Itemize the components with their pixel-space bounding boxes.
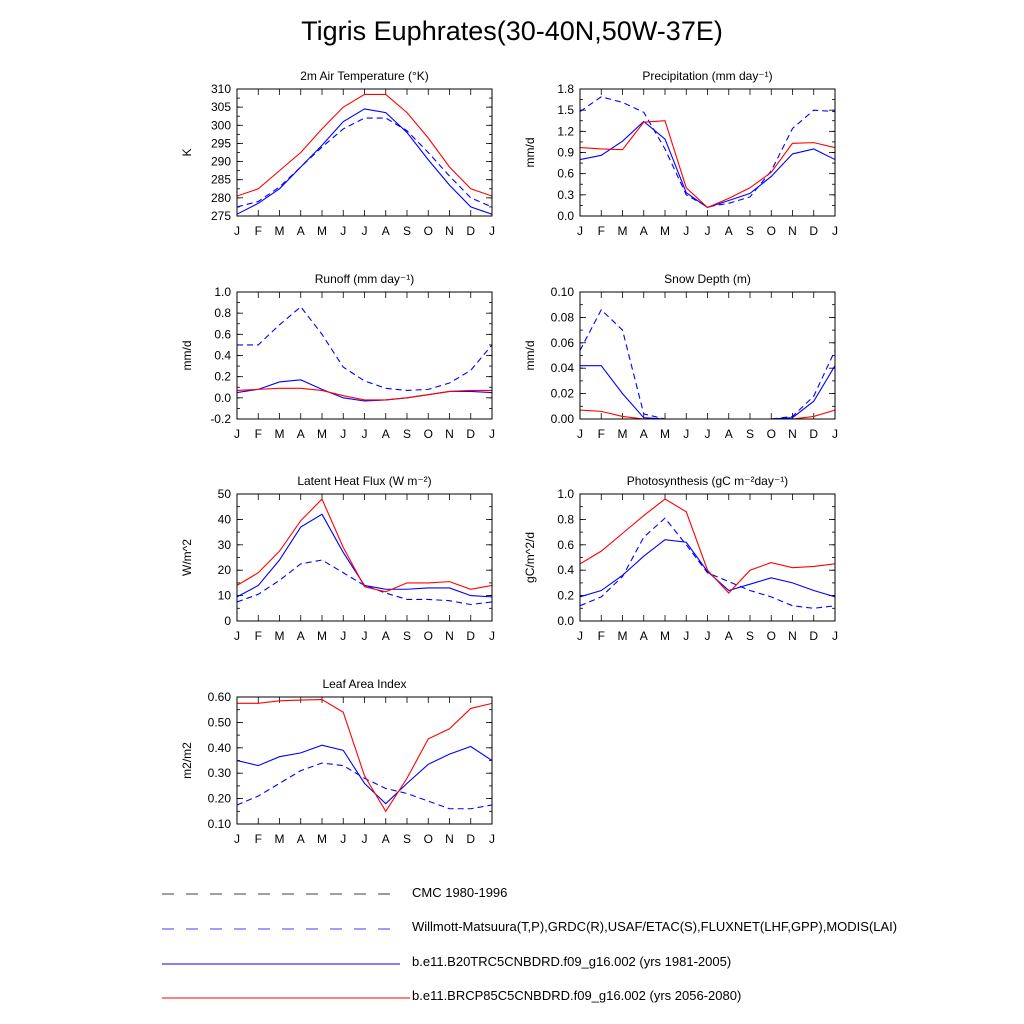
x-tick-label: S [745, 427, 755, 441]
y-tick-label: 0.10 [207, 817, 231, 831]
y-tick-label: 295 [210, 136, 231, 151]
x-tick-label: J [489, 629, 495, 643]
series-line-b20 [580, 366, 835, 419]
y-tick-label: 50 [217, 487, 231, 501]
y-tick-label: 290 [210, 154, 231, 169]
y-axis-label: W/m^2 [180, 539, 194, 576]
y-tick-label: 0.4 [557, 563, 574, 578]
x-tick-label: J [683, 427, 690, 441]
x-tick-label: M [317, 832, 327, 846]
chart-panel-6 [523, 474, 838, 643]
x-tick-label: J [340, 629, 347, 643]
y-tick-label: 10 [217, 588, 231, 603]
x-tick-label: O [423, 224, 433, 238]
chart-title: Snow Depth (m) [664, 272, 751, 286]
y-tick-label: 0.6 [214, 327, 231, 342]
x-tick-label: O [766, 629, 776, 643]
y-tick-label: 300 [210, 118, 231, 133]
y-tick-label: 0.08 [550, 310, 574, 325]
series-line-b20 [580, 121, 835, 207]
series-line-rcp [237, 499, 492, 592]
y-tick-label: 0.20 [207, 791, 231, 806]
x-tick-label: J [489, 832, 495, 846]
x-tick-label: M [617, 629, 628, 643]
chart-title: Precipitation (mm day⁻¹) [642, 69, 773, 83]
y-tick-label: 0.9 [557, 145, 574, 160]
y-tick-label: 20 [217, 563, 231, 578]
x-tick-label: A [724, 629, 733, 643]
chart-title: Latent Heat Flux (W m⁻²) [297, 474, 432, 488]
x-tick-label: M [660, 629, 670, 643]
x-tick-label: S [402, 224, 412, 238]
x-tick-label: S [402, 629, 412, 643]
plot-frame [237, 494, 492, 621]
series-line-obs [237, 560, 492, 604]
x-tick-label: J [361, 629, 368, 643]
x-tick-label: O [423, 832, 433, 846]
x-tick-label: N [445, 832, 454, 846]
x-tick-label: O [766, 427, 776, 441]
x-tick-label: M [274, 427, 285, 441]
y-tick-label: 275 [210, 209, 231, 223]
y-tick-label: 0.10 [550, 285, 574, 299]
series-line-b20 [237, 380, 492, 401]
x-tick-label: J [340, 224, 347, 238]
plot-frame [580, 494, 835, 621]
x-tick-label: D [809, 427, 819, 441]
x-tick-label: S [402, 832, 412, 846]
y-tick-label: 1.0 [214, 285, 231, 299]
chart-panel-3 [180, 272, 495, 441]
y-axis-label: mm/d [523, 340, 537, 371]
x-tick-label: J [340, 832, 347, 846]
series-line-rcp [237, 700, 492, 812]
page-title: Tigris Euphrates(30-40N,50W-37E) [301, 16, 723, 46]
y-tick-label: 1.5 [557, 103, 574, 118]
legend-label-b20: b.e11.B20TRC5CNBDRD.f09_g16.002 (yrs 1981-2005) [412, 954, 732, 969]
x-tick-label: A [639, 427, 648, 441]
y-tick-label: 0.4 [214, 348, 231, 363]
x-tick-label: M [617, 427, 628, 441]
y-tick-label: 0.60 [207, 690, 231, 704]
y-tick-label: 0.6 [557, 166, 574, 181]
x-tick-label: F [254, 224, 262, 238]
y-tick-label: 30 [217, 537, 231, 552]
x-tick-label: S [745, 224, 755, 238]
x-tick-label: D [466, 427, 476, 441]
chart-panel-1 [180, 69, 495, 238]
series-line-obs [237, 763, 492, 809]
y-tick-label: 0.8 [214, 306, 231, 321]
x-tick-label: J [234, 427, 240, 441]
x-tick-label: D [466, 832, 476, 846]
y-tick-label: 0.3 [557, 187, 574, 202]
x-tick-label: N [788, 427, 797, 441]
chart-title: 2m Air Temperature (°K) [300, 69, 429, 83]
x-tick-label: J [489, 427, 495, 441]
chart-panel-5 [180, 474, 495, 643]
x-tick-label: A [639, 629, 648, 643]
x-tick-label: J [577, 224, 583, 238]
x-tick-label: F [597, 224, 605, 238]
x-tick-label: J [234, 629, 240, 643]
legend-swatch-obs [160, 918, 400, 938]
x-tick-label: J [683, 224, 690, 238]
x-tick-label: J [234, 832, 240, 846]
x-tick-label: A [724, 224, 733, 238]
x-tick-label: J [832, 629, 838, 643]
y-axis-label: K [180, 148, 194, 157]
x-tick-label: M [274, 629, 285, 643]
x-tick-label: J [683, 629, 690, 643]
x-tick-label: D [466, 224, 476, 238]
series-line-obs [580, 97, 835, 207]
x-tick-label: N [445, 427, 454, 441]
legend-swatch-rcp [160, 987, 410, 1007]
x-tick-label: M [317, 427, 327, 441]
x-tick-label: M [617, 224, 628, 238]
x-tick-label: D [809, 629, 819, 643]
chart-panel-2 [523, 69, 838, 238]
y-axis-label: gC/m^2/d [523, 532, 537, 583]
y-tick-label: 305 [210, 100, 231, 115]
y-tick-label: 1.8 [557, 82, 574, 96]
x-tick-label: A [381, 427, 390, 441]
x-tick-label: A [296, 427, 305, 441]
y-tick-label: -0.2 [210, 412, 231, 426]
chart-title: Runoff (mm day⁻¹) [314, 272, 415, 286]
series-line-obs [580, 518, 835, 608]
legend-label-rcp: b.e11.BRCP85C5CNBDRD.f09_g16.002 (yrs 2056-2080) [412, 988, 742, 1003]
x-tick-label: D [809, 224, 819, 238]
plot-frame [237, 89, 492, 216]
series-line-b20 [580, 540, 835, 597]
x-tick-label: A [381, 629, 390, 643]
y-tick-label: 0.40 [207, 740, 231, 755]
x-tick-label: A [639, 224, 648, 238]
x-tick-label: J [832, 427, 838, 441]
x-tick-label: A [296, 224, 305, 238]
y-axis-label: m2/m2 [180, 742, 194, 779]
x-tick-label: J [704, 427, 711, 441]
legend-label-cmc: CMC 1980-1996 [412, 885, 508, 900]
x-tick-label: N [445, 629, 454, 643]
x-tick-label: J [577, 629, 583, 643]
x-tick-label: N [788, 629, 797, 643]
y-tick-label: 0.0 [557, 209, 574, 223]
x-tick-label: S [402, 427, 412, 441]
x-tick-label: J [704, 629, 711, 643]
series-line-obs [237, 118, 492, 207]
x-tick-label: N [788, 224, 797, 238]
series-line-obs [237, 307, 492, 391]
y-tick-label: 0.0 [214, 390, 231, 405]
x-tick-label: J [489, 224, 495, 238]
y-tick-label: 40 [217, 512, 231, 527]
series-line-obs [580, 310, 835, 419]
legend-swatch-b20 [160, 953, 400, 973]
x-tick-label: A [381, 224, 390, 238]
x-tick-label: M [274, 224, 285, 238]
legend-label-obs: Willmott-Matsuura(T,P),GRDC(R),USAF/ETAC(S),FLUXNET(LHF,GPP),MODIS(LAI) [412, 919, 898, 934]
y-tick-label: 280 [210, 190, 231, 205]
y-tick-label: 1.0 [557, 487, 574, 501]
x-tick-label: A [724, 427, 733, 441]
y-tick-label: 285 [210, 172, 231, 187]
chart-title: Leaf Area Index [322, 677, 407, 691]
x-tick-label: A [381, 832, 390, 846]
y-tick-label: 0.06 [550, 335, 574, 350]
x-tick-label: F [254, 629, 262, 643]
plot-frame [237, 697, 492, 824]
x-tick-label: M [317, 224, 327, 238]
y-axis-label: mm/d [523, 137, 537, 168]
y-tick-label: 0.2 [557, 588, 574, 603]
chart-title: Photosynthesis (gC m⁻²day⁻¹) [626, 474, 789, 488]
x-tick-label: J [361, 427, 368, 441]
y-tick-label: 0.02 [550, 386, 574, 401]
x-tick-label: D [466, 629, 476, 643]
x-tick-label: A [296, 832, 305, 846]
x-tick-label: F [254, 427, 262, 441]
chart-panel-4 [523, 272, 838, 441]
y-tick-label: 0.2 [214, 369, 231, 384]
y-tick-label: 0 [224, 614, 231, 628]
legend-swatch-cmc [160, 884, 400, 904]
x-tick-label: M [274, 832, 285, 846]
x-tick-label: J [832, 224, 838, 238]
series-line-rcp [237, 388, 492, 400]
x-tick-label: J [361, 224, 368, 238]
x-tick-label: N [445, 224, 454, 238]
x-tick-label: J [361, 832, 368, 846]
y-tick-label: 1.2 [557, 124, 574, 139]
x-tick-label: M [317, 629, 327, 643]
y-tick-label: 0.6 [557, 537, 574, 552]
x-tick-label: S [745, 629, 755, 643]
x-tick-label: O [423, 629, 433, 643]
y-tick-label: 0.8 [557, 512, 574, 527]
y-axis-label: mm/d [180, 340, 194, 371]
x-tick-label: J [577, 427, 583, 441]
chart-panel-7 [180, 677, 495, 846]
y-tick-label: 0.50 [207, 715, 231, 730]
x-tick-label: M [660, 224, 670, 238]
x-tick-label: M [660, 427, 670, 441]
series-line-rcp [580, 121, 835, 208]
x-tick-label: F [597, 629, 605, 643]
y-tick-label: 0.04 [550, 361, 574, 376]
x-tick-label: A [296, 629, 305, 643]
x-tick-label: F [597, 427, 605, 441]
x-tick-label: O [766, 224, 776, 238]
x-tick-label: J [234, 224, 240, 238]
plot-frame [580, 292, 835, 419]
series-line-b20 [237, 109, 492, 214]
y-tick-label: 0.30 [207, 766, 231, 781]
y-tick-label: 0.00 [550, 412, 574, 426]
x-tick-label: J [340, 427, 347, 441]
y-tick-label: 0.0 [557, 614, 574, 628]
x-tick-label: O [423, 427, 433, 441]
x-tick-label: J [704, 224, 711, 238]
y-tick-label: 310 [210, 82, 231, 96]
x-tick-label: F [254, 832, 262, 846]
